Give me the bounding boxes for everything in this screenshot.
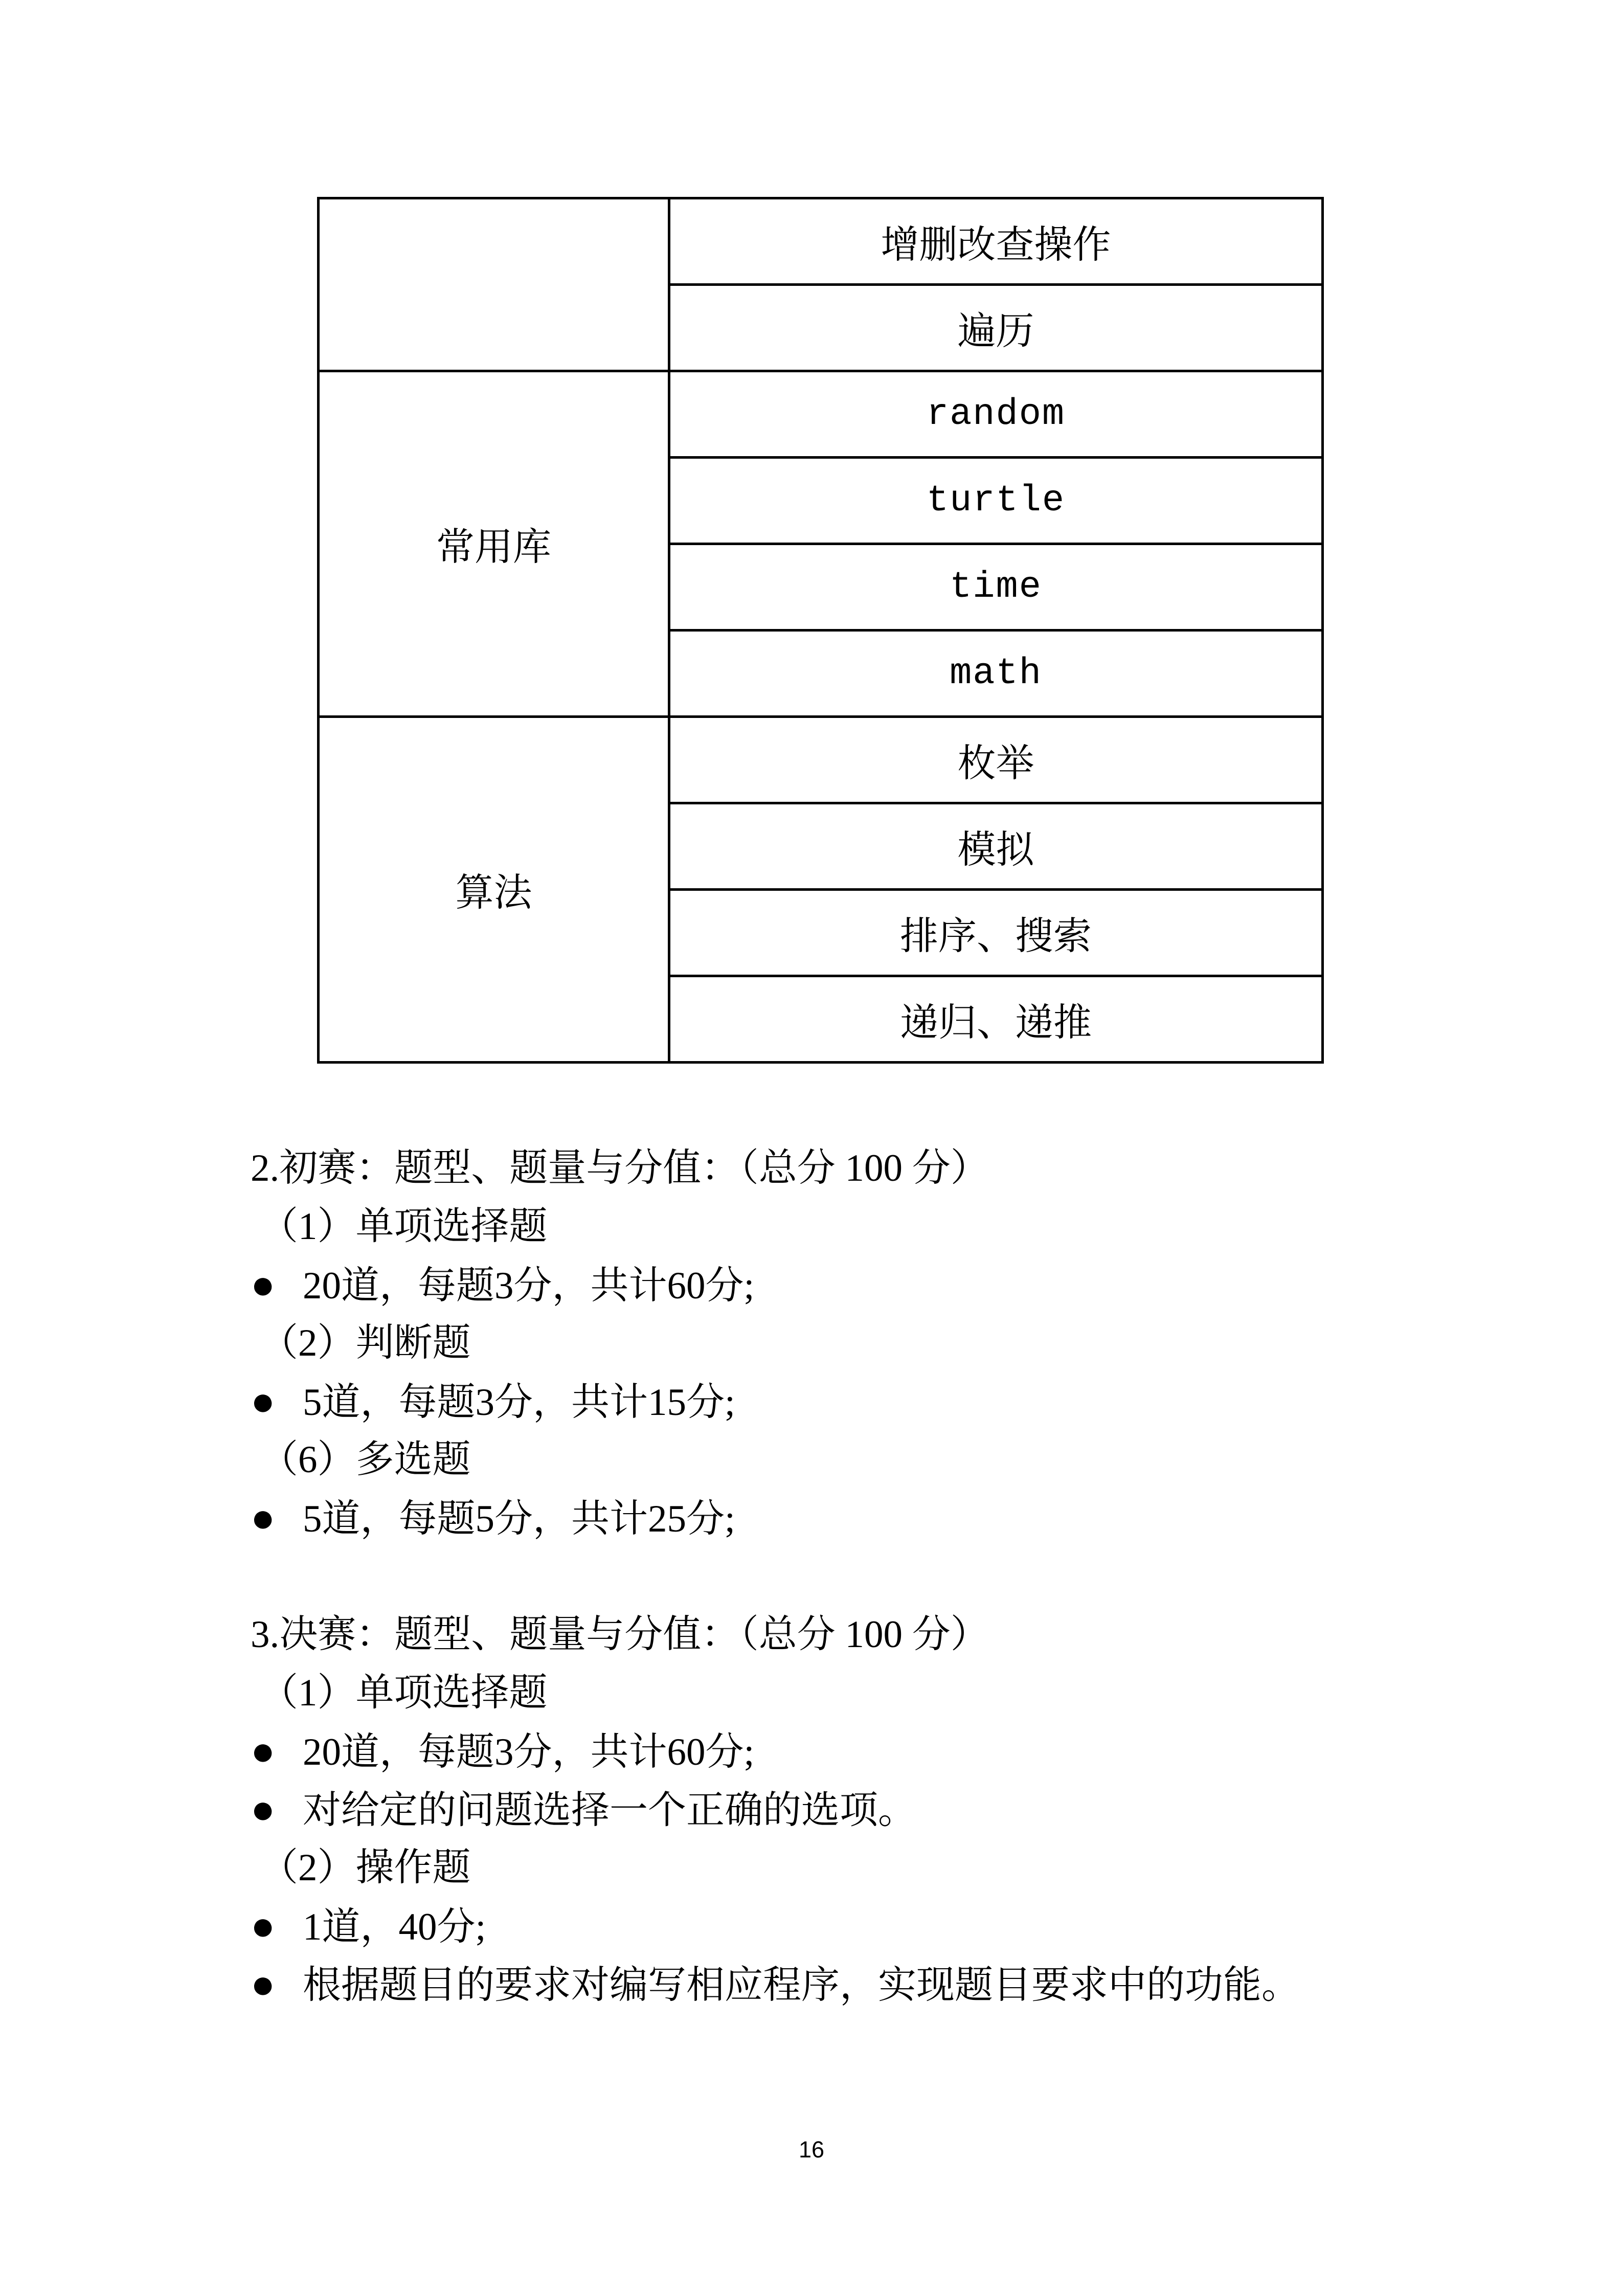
table-cell-topic: math xyxy=(669,631,1323,717)
section-heading: 2.初赛：题型、题量与分值：（总分 100 分） xyxy=(251,1147,989,1189)
list-item-text: 根据题目的要求对编写相应程序，实现题目要求中的功能。 xyxy=(303,1964,1300,2007)
table-cell-topic: 增删改查操作 xyxy=(669,198,1323,285)
list-item-bullet xyxy=(0,1256,1623,1314)
table-row xyxy=(319,717,1323,803)
list-item-paren: （2）判断题 xyxy=(260,1322,471,1364)
table-group-label: 常用库 xyxy=(319,371,669,717)
bullet-icon: ● xyxy=(251,1263,276,1308)
section-heading: 3.决赛：题型、题量与分值：（总分 100 分） xyxy=(251,1613,989,1656)
table-row xyxy=(319,371,1323,458)
list-item-paren: （6）多选题 xyxy=(260,1438,471,1481)
page-number: 16 xyxy=(798,2136,825,2163)
table-cell-topic: 模拟 xyxy=(669,803,1323,890)
list-item-bullet xyxy=(0,1781,1623,1839)
table-cell-topic: 枚举 xyxy=(669,717,1323,803)
list-item-bullet xyxy=(0,1722,1623,1781)
list-item-text: 1道，40分; xyxy=(303,1906,486,1948)
table-group-label: 算法 xyxy=(319,717,669,1063)
bullet-icon: ● xyxy=(251,1904,276,1949)
list-item-bullet xyxy=(0,1897,1623,1955)
table-cell-topic: 递归、递推 xyxy=(669,976,1323,1063)
table-group-label xyxy=(319,198,669,371)
list-item-text: 5道，每题5分，共计25分; xyxy=(303,1498,735,1540)
table-cell-topic: time xyxy=(669,544,1323,631)
syllabus-table xyxy=(317,197,1324,1064)
list-item-bullet xyxy=(0,1489,1623,1547)
body-text xyxy=(0,1139,1623,2014)
list-item-text: 5道，每题3分，共计15分; xyxy=(303,1381,735,1424)
list-item-paren: （2）操作题 xyxy=(260,1847,471,1889)
table-cell-topic: random xyxy=(669,371,1323,458)
list-item-paren: （1）单项选择题 xyxy=(260,1672,548,1714)
list-item-bullet xyxy=(0,1955,1623,2014)
bullet-icon: ● xyxy=(251,1496,276,1541)
list-item-text: 对给定的问题选择一个正确的选项。 xyxy=(303,1789,917,1832)
table-cell-topic: 遍历 xyxy=(669,285,1323,371)
blank-line xyxy=(0,1547,1623,1606)
list-item-text: 20道，每题3分，共计60分; xyxy=(303,1265,755,1307)
bullet-icon: ● xyxy=(251,1729,276,1774)
bullet-icon: ● xyxy=(251,1379,276,1424)
table-row xyxy=(319,198,1323,285)
list-item-text: 20道，每题3分，共计60分; xyxy=(303,1731,755,1773)
list-item-paren: （1）单项选择题 xyxy=(260,1205,548,1248)
table-cell-topic: 排序、搜索 xyxy=(669,890,1323,976)
list-item-bullet xyxy=(0,1372,1623,1431)
bullet-icon: ● xyxy=(251,1787,276,1832)
table-cell-topic: turtle xyxy=(669,458,1323,544)
bullet-icon: ● xyxy=(251,1962,276,2007)
